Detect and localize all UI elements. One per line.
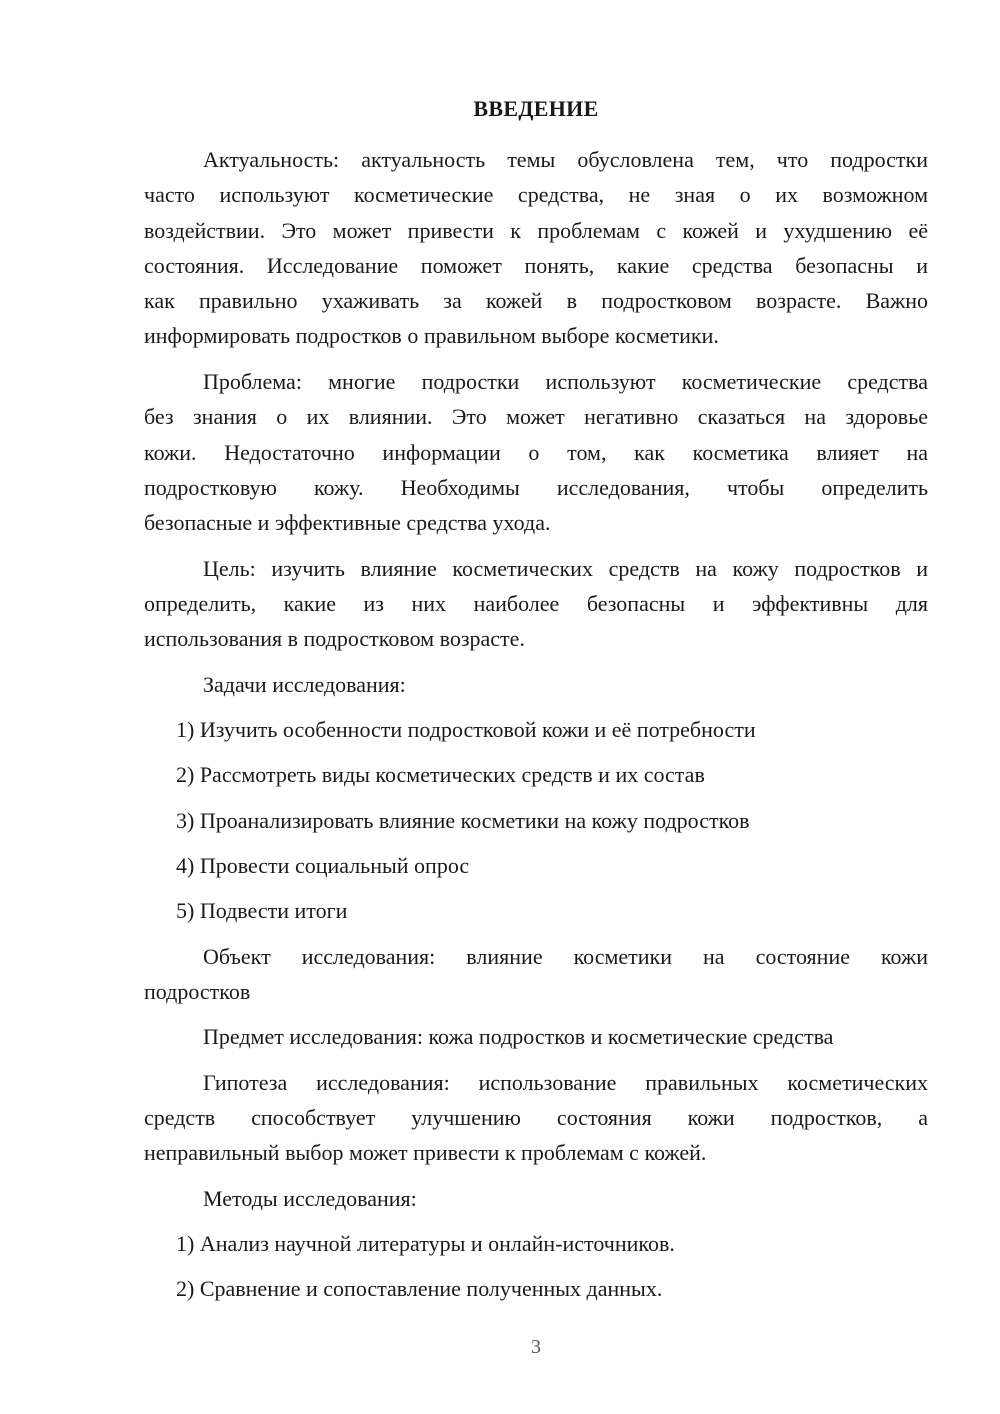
relevance-line: воздействии. Это может привести к проблемам с кожей и ухудшению её: [144, 218, 928, 243]
goal-line: использования в подростковом возрасте.: [144, 626, 525, 651]
problem-line: подростковую кожу. Необходимы исследования, чтобы определить: [144, 475, 928, 500]
method-item: 1) Анализ научной литературы и онлайн-источников.: [176, 1231, 675, 1256]
goal-line: определить, какие из них наиболее безопасны и эффективны для: [144, 591, 928, 616]
task-item: 3) Проанализировать влияние косметики на кожу подростков: [176, 808, 750, 833]
problem-line: безопасные и эффективные средства ухода.: [144, 510, 551, 535]
problem-line: без знания о их влиянии. Это может негативно сказаться на здоровье: [144, 404, 928, 429]
section-heading: ВВЕДЕНИЕ: [473, 96, 599, 121]
hypothesis-line: Гипотеза исследования: использование правильных косметических: [203, 1070, 928, 1095]
relevance-line: состояния. Исследование поможет понять, какие средства безопасны и: [144, 253, 928, 278]
object-line: подростков: [144, 979, 251, 1004]
page-number: 3: [531, 1336, 541, 1358]
task-item: 4) Провести социальный опрос: [176, 853, 470, 878]
task-item: 5) Подвести итоги: [176, 898, 348, 923]
tasks-title: Задачи исследования:: [203, 672, 406, 697]
hypothesis-line: неправильный выбор может привести к проблемам с кожей.: [144, 1140, 707, 1165]
goal-line: Цель: изучить влияние косметических средств на кожу подростков и: [203, 556, 928, 581]
relevance-line: Актуальность: актуальность темы обусловлена тем, что подростки: [203, 147, 928, 172]
methods-title: Методы исследования:: [203, 1186, 417, 1211]
task-item: 2) Рассмотреть виды косметических средств и их состав: [176, 762, 705, 787]
problem-line: кожи. Недостаточно информации о том, как косметика влияет на: [144, 440, 928, 465]
hypothesis-line: средств способствует улучшению состояния кожи подростков, а: [144, 1105, 928, 1130]
task-item: 1) Изучить особенности подростковой кожи и её потребности: [176, 717, 756, 742]
subject-line: Предмет исследования: кожа подростков и косметические средства: [203, 1024, 834, 1049]
relevance-line: информировать подростков о правильном выборе косметики.: [144, 323, 719, 348]
object-line: Объект исследования: влияние косметики на состояние кожи: [203, 944, 928, 969]
problem-line: Проблема: многие подростки используют косметические средства: [203, 369, 928, 394]
relevance-line: часто используют косметические средства, не зная о их возможном: [144, 182, 928, 207]
relevance-line: как правильно ухаживать за кожей в подростковом возрасте. Важно: [144, 288, 928, 313]
method-item: 2) Сравнение и сопоставление полученных данных.: [176, 1276, 663, 1301]
